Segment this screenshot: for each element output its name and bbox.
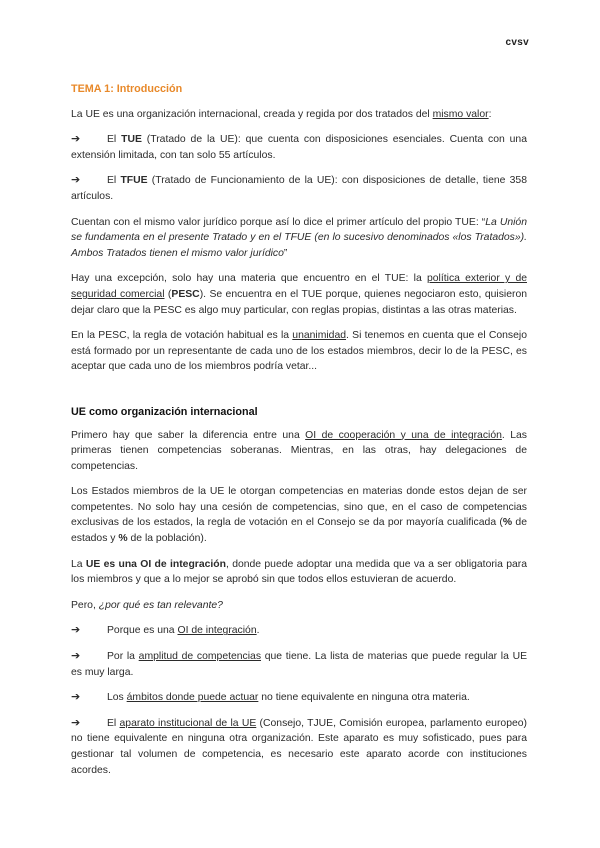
paragraph-intro: La UE es una organización internacional, creada y regida por dos tratados del mismo valor: xyxy=(71,108,492,120)
paragraph-pregunta: Pero, ¿por qué es tan relevante? xyxy=(71,599,223,611)
list-item-tfue: ➔ El TFUE (Tratado de Funcionamiento de la UE): con disposiciones de detalle, tiene 358 artículos. xyxy=(71,174,527,202)
paragraph-valor-juridico: Cuentan con el mismo valor jurídico porque así lo dice el primer artículo del propio TUE: “La Unión se fundamenta en el presente Tratado y en el TFUE (en lo sucesivo denominados «los Tratados»). Ambos Tratados tienen el mismo valor jurídico” xyxy=(71,216,527,259)
arrow-bullet-icon: ➔ xyxy=(71,624,81,637)
list-item-ambitos: ➔ Los ámbitos donde puede actuar no tiene equivalente en ninguna otra materia. xyxy=(71,690,527,706)
list-item-aparato: ➔ El aparato institucional de la UE (Consejo, TJUE, Comisión europea, parlamento europeo) no tiene equivalente en ninguna otra organización. Este aparato es muy sofisticado, pues para gestionar tal volumen de competencia, es necesario este aparato acorde con instituciones acordes. xyxy=(71,716,527,776)
paragraph-oi-integracion: La UE es una OI de integración, donde puede adoptar una medida que va a ser obligatoria para los miembros y que a lo mejor se aprobó sin que todos ellos estuvieran de acuerdo. xyxy=(71,558,528,586)
section-title-tema1: TEMA 1: Introducción xyxy=(71,83,183,95)
paragraph-oi-diferencia: Primero hay que saber la diferencia entre una OI de cooperación y una de integración. Las primeras tienen competencias soberanas. Mientras, en las otras, hay delegaciones de competencias. xyxy=(71,429,527,472)
arrow-bullet-icon: ➔ xyxy=(71,133,81,146)
list-item-oi-integracion: ➔ Porque es una OI de integración. xyxy=(71,623,527,639)
document-body xyxy=(71,82,527,788)
arrow-bullet-icon: ➔ xyxy=(71,716,81,729)
paragraph-estados-miembros: Los Estados miembros de la UE le otorgan competencias en materias donde estos dejan de ser competentes. No solo hay una cesión de competencias, sino que, en el caso de competencias exclusivas de los estados, la regla de votación en el Consejo se da por mayoría cualificada (% de estados y % de la población). xyxy=(71,486,527,545)
list-item-tue: ➔ El TUE (Tratado de la UE): que cuenta con disposiciones esenciales. Cuenta con una extensión limitada, con tan solo 55 artículos. xyxy=(71,133,527,161)
section-title-oi: UE como organización internacional xyxy=(71,405,258,418)
paragraph-excepcion-pesc: Hay una excepción, solo hay una materia que encuentro en el TUE: la política exterior y de seguridad comercial (PESC). Se encuentra en el TUE porque, quienes negociaron esto, quisieron dejar claro que la PESC es algo muy particular, con reglas propias, distintas a las otras materias. xyxy=(71,273,528,316)
arrow-bullet-icon: ➔ xyxy=(71,650,81,663)
arrow-bullet-icon: ➔ xyxy=(71,691,81,704)
header-mark: cvsv xyxy=(505,37,529,48)
paragraph-pesc-unanimidad: En la PESC, la regla de votación habitual es la unanimidad. Si tenemos en cuenta que el Consejo está formado por un representante de cada uno de los estados miembros, decir lo de la PESC, es aceptar que cada uno de los miembros podría vetar... xyxy=(71,330,527,373)
arrow-bullet-icon: ➔ xyxy=(71,174,81,187)
list-item-amplitud: ➔ Por la amplitud de competencias que tiene. La lista de materias que puede regular la UE es muy larga. xyxy=(71,650,528,678)
